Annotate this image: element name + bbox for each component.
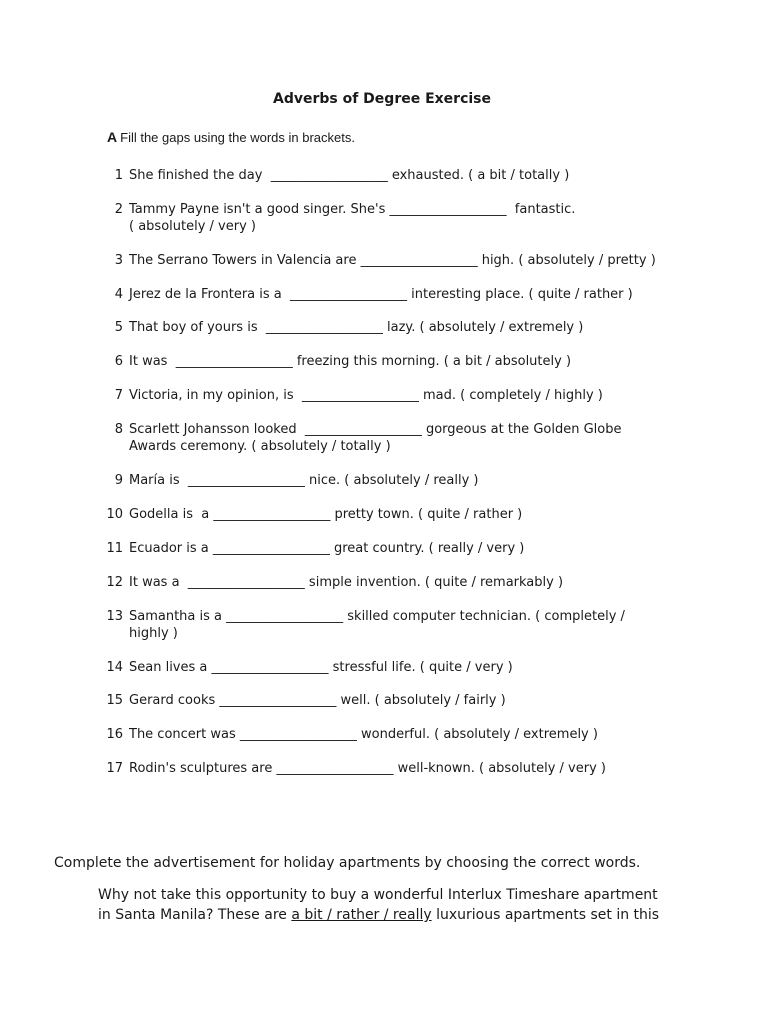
instruction-text: Fill the gaps using the words in brackets. (120, 130, 355, 145)
item-text: She finished the day __________________ exhausted. ( a bit / totally ) (129, 168, 570, 183)
item-number: 10 (106, 507, 123, 522)
advertisement-text: in Santa Manila? These are (98, 907, 292, 923)
exercise-letter: A (107, 129, 118, 145)
item-number: 6 (114, 354, 123, 369)
advertisement-paragraph (98, 885, 678, 925)
item-text: Victoria, in my opinion, is __________________ mad. ( completely / highly ) (129, 388, 603, 403)
advertisement-line-1: Why not take this opportunity to buy a wonderful Interlux Timeshare apartment (98, 887, 658, 903)
item-text: That boy of yours is __________________ lazy. ( absolutely / extremely ) (129, 320, 584, 335)
advertisement-text: luxurious apartments set in this (431, 907, 660, 923)
item-number: 13 (106, 609, 123, 624)
item-text: Tammy Payne isn't a good singer. She's __________________ fantastic. ( absolutely / very ) (129, 202, 576, 234)
word-choice-options: a bit / rather / really (291, 907, 432, 923)
item-number: 17 (106, 761, 123, 776)
item-text: Jerez de la Frontera is a __________________ interesting place. ( quite / rather ) (129, 287, 633, 302)
item-number: 4 (114, 287, 123, 302)
item-number: 3 (114, 253, 123, 268)
item-number: 15 (106, 693, 123, 708)
item-text: The Serrano Towers in Valencia are __________________ high. ( absolutely / pretty ) (129, 253, 656, 268)
item-text: Samantha is a __________________ skilled computer technician. ( completely / highly ) (129, 609, 625, 641)
exercise-b-instruction: Complete the advertisement for holiday apartments by choosing the correct words. (54, 855, 641, 871)
item-text: Scarlett Johansson looked __________________ gorgeous at the Golden Globe Awards ceremony. ( absolutely / totally ) (129, 422, 622, 454)
item-number: 7 (114, 388, 123, 403)
item-text: The concert was __________________ wonderful. ( absolutely / extremely ) (129, 727, 598, 742)
item-number: 11 (106, 541, 123, 556)
item-text: Godella is a __________________ pretty town. ( quite / rather ) (129, 507, 523, 522)
item-number: 5 (114, 320, 123, 335)
item-number: 1 (114, 168, 123, 183)
item-text: Rodin's sculptures are __________________ well-known. ( absolutely / very ) (129, 761, 606, 776)
item-text: Ecuador is a __________________ great country. ( really / very ) (129, 541, 525, 556)
item-number: 8 (114, 422, 123, 437)
item-text: Gerard cooks __________________ well. ( absolutely / fairly ) (129, 693, 506, 708)
item-text: María is __________________ nice. ( absolutely / really ) (129, 473, 479, 488)
advertisement-line-2 (98, 905, 678, 925)
item-number: 12 (106, 575, 123, 590)
item-number: 16 (106, 727, 123, 742)
page-title: Adverbs of Degree Exercise (272, 91, 492, 107)
item-number: 14 (106, 660, 123, 675)
item-number: 9 (114, 473, 123, 488)
item-text: Sean lives a __________________ stressful life. ( quite / very ) (129, 660, 513, 675)
exercise-a-instruction (107, 129, 355, 145)
item-number: 2 (114, 202, 123, 217)
item-text: It was a __________________ simple invention. ( quite / remarkably ) (129, 575, 564, 590)
item-text: It was __________________ freezing this morning. ( a bit / absolutely ) (129, 354, 572, 369)
